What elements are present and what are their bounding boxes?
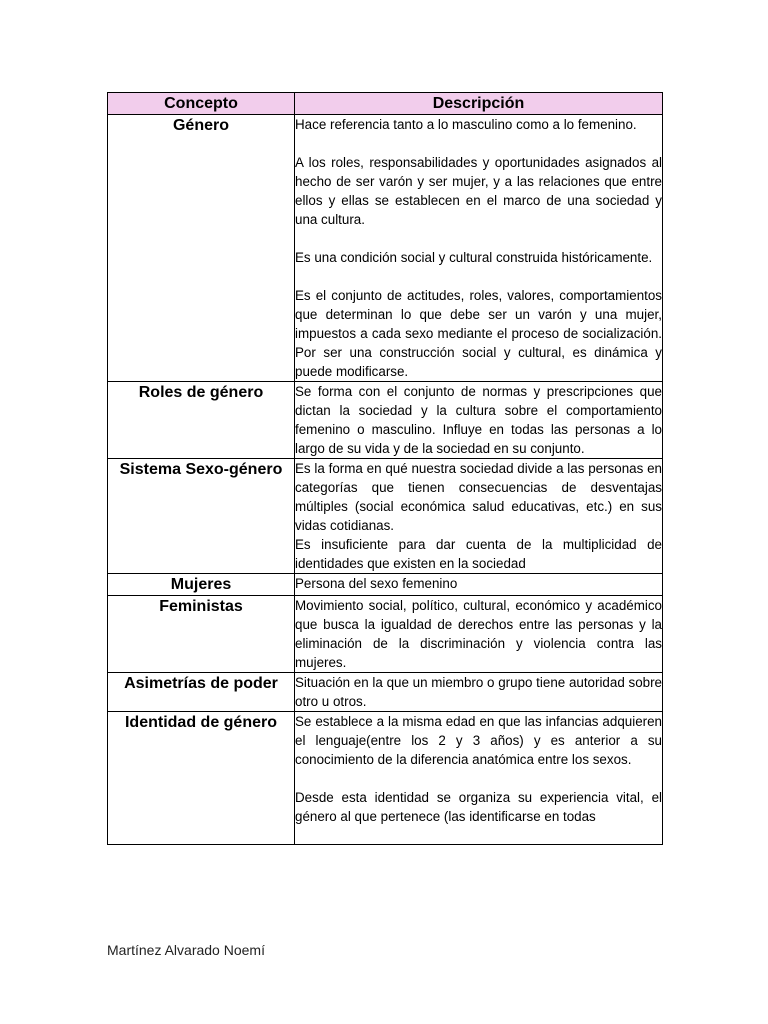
author-footer: Martínez Alvarado Noemí — [107, 942, 265, 958]
concept-cell: Asimetrías de poder — [108, 673, 295, 712]
header-concepto: Concepto — [108, 93, 295, 115]
concept-table — [107, 92, 663, 845]
table-row — [108, 574, 663, 596]
description-cell — [295, 712, 663, 845]
table-row — [108, 673, 663, 712]
description-paragraph: Movimiento social, político, cultural, económico y académico que busca la igualdad de derechos entre las personas y la eliminación de la discriminación y violencia contra las mujeres. — [295, 598, 662, 670]
header-descripcion: Descripción — [295, 93, 663, 115]
concept-cell: Feministas — [108, 596, 295, 673]
description-paragraph: Persona del sexo femenino — [295, 576, 458, 591]
table-row — [108, 712, 663, 845]
description-clip — [295, 712, 662, 844]
description-paragraph: Desde esta identidad se organiza su experiencia vital, el género al que pertenece (las identificarse en todas — [295, 790, 662, 824]
concept-cell: Mujeres — [108, 574, 295, 596]
table-row — [108, 115, 663, 382]
description-paragraph: Es la forma en qué nuestra sociedad divide a las personas en categorías que tienen consecuencias de desventajas múltiples (social económica salud educativas, etc.) en sus vidas cotidianas. — [295, 461, 662, 533]
table-row — [108, 382, 663, 459]
description-paragraph: Es insuficiente para dar cuenta de la multiplicidad de identidades que existen en la sociedad — [295, 537, 662, 571]
concept-cell: Identidad de género — [108, 712, 295, 845]
description-paragraph: Situación en la que un miembro o grupo tiene autoridad sobre otro u otros. — [295, 675, 662, 709]
description-paragraph: Es el conjunto de actitudes, roles, valores, comportamientos que determinan lo que debe ser un varón y una mujer, impuestos a cada sexo mediante el proceso de socialización. Por ser una construcción social y cultural, es dinámica y puede modificarse. — [295, 288, 662, 379]
table-row — [108, 596, 663, 673]
description-cell — [295, 673, 663, 712]
description-cell — [295, 382, 663, 459]
concept-cell: Género — [108, 115, 295, 382]
concept-cell: Sistema Sexo-género — [108, 459, 295, 574]
description-paragraph: Hace referencia tanto a lo masculino como a lo femenino. — [295, 117, 637, 132]
description-paragraph: A los roles, responsabilidades y oportunidades asignados al hecho de ser varón y ser mujer, y a las relaciones que entre ellos y ellas se establecen en el marco de una sociedad y una cultura. — [295, 155, 662, 227]
description-cell — [295, 115, 663, 382]
description-cell — [295, 574, 663, 596]
description-paragraph: Se forma con el conjunto de normas y prescripciones que dictan la sociedad y la cultura sobre el comportamiento femenino o masculino. Influye en todas las personas a lo largo de su vida y de la sociedad en su conjunto. — [295, 384, 662, 456]
concept-cell: Roles de género — [108, 382, 295, 459]
description-paragraph: Se establece a la misma edad en que las infancias adquieren el lenguaje(entre los 2 y 3 años) y es anterior a su conocimiento de la diferencia anatómica entre los sexos. — [295, 714, 662, 767]
description-cell — [295, 459, 663, 574]
table-row — [108, 459, 663, 574]
table-header-row — [108, 93, 663, 115]
description-cell — [295, 596, 663, 673]
description-paragraph: Es una condición social y cultural construida históricamente. — [295, 250, 653, 265]
